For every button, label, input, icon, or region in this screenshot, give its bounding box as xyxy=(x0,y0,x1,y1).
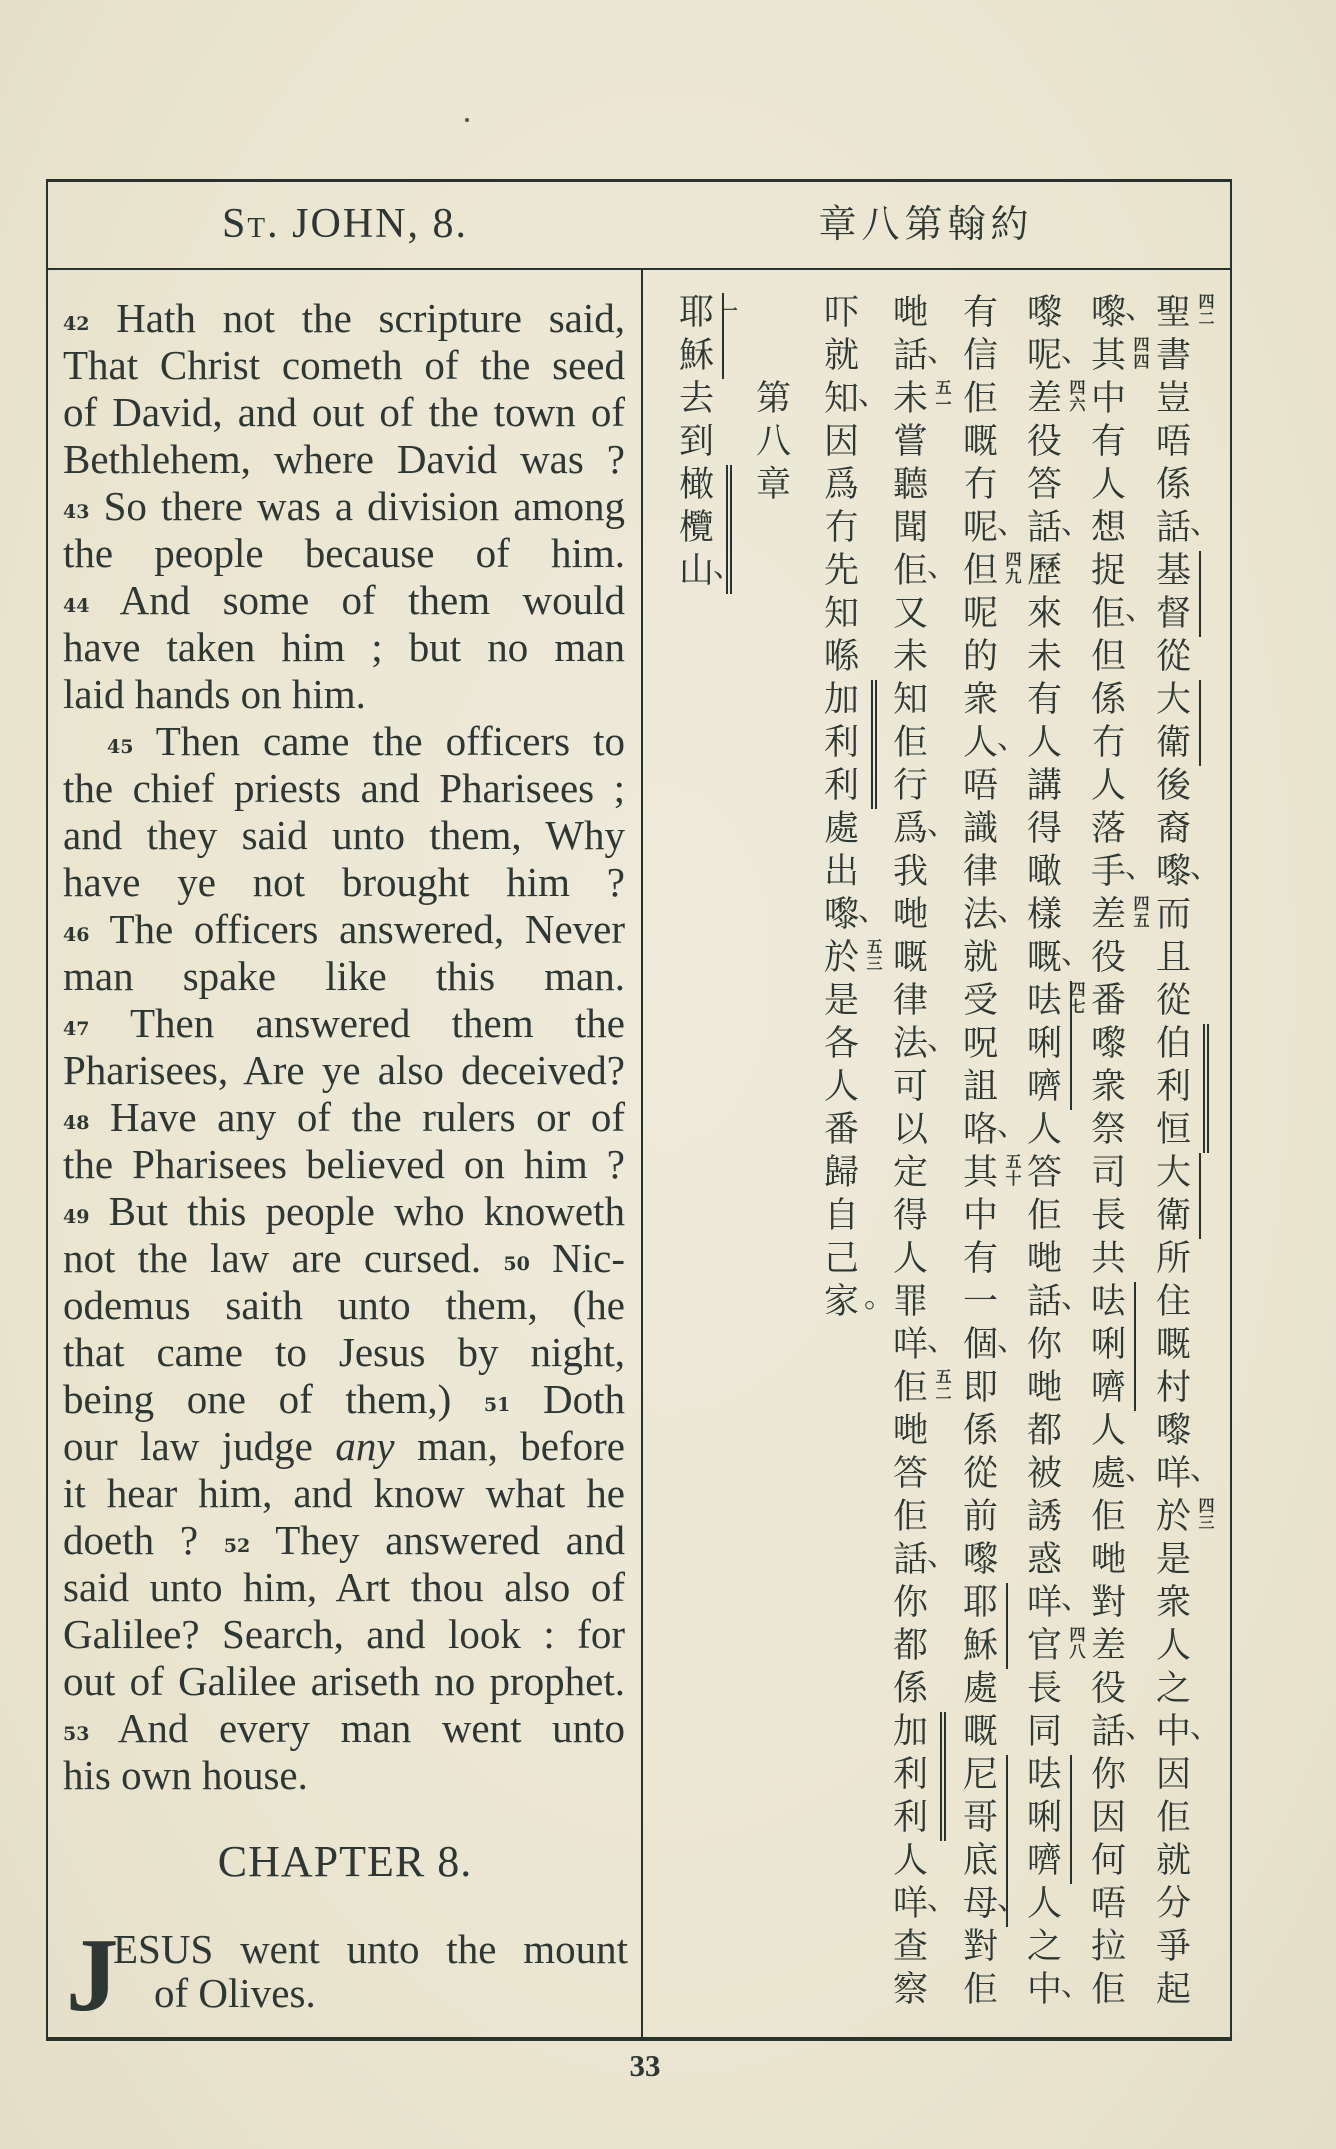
line-text: Bethlehem, where David was ? xyxy=(63,436,625,482)
verse-number: 42 xyxy=(63,313,90,336)
chinese-text-run: 因爲冇先知喺 xyxy=(818,421,859,680)
verse-number: 四八 xyxy=(1067,1626,1086,1660)
line-text: But this people who knoweth xyxy=(108,1188,625,1234)
chinese-text-run: 所住嘅村嚟咩 xyxy=(1150,1238,1191,1497)
line-text: and they said unto them, Why xyxy=(63,812,625,858)
chinese-text-run: 人咩 xyxy=(887,1840,928,1927)
text-line xyxy=(63,1658,625,1705)
comma-mark: 、 xyxy=(997,893,1027,928)
line-text: that came to Jesus by night, xyxy=(63,1329,625,1375)
text-line xyxy=(63,671,625,718)
chinese-text-run: 嚟呢 xyxy=(1021,292,1062,379)
comma-mark: 、 xyxy=(997,1323,1027,1358)
proper-name: 加利利 xyxy=(821,680,877,809)
chinese-text-run: 處出嚟 xyxy=(818,808,859,938)
line-text: doeth ? xyxy=(63,1517,199,1563)
proper-name: 耶穌 xyxy=(676,293,724,379)
chinese-text-run: 後裔嚟 xyxy=(1150,765,1191,895)
chinese-text-run: 對佢 xyxy=(957,1926,998,2013)
line-text: his own house. xyxy=(63,1752,308,1798)
verse-number: 45 xyxy=(107,736,134,759)
text-line xyxy=(63,389,625,436)
comma-mark: 、 xyxy=(997,1108,1027,1143)
text-line xyxy=(63,624,625,671)
verse-number: 四六 xyxy=(1067,379,1086,413)
chinese-text-run: 其中有人想捉佢 xyxy=(1085,335,1126,637)
ink-speck xyxy=(465,118,469,122)
chinese-text-run: 官長同 xyxy=(1021,1625,1062,1755)
chinese-text-run: 因佢就分爭起 xyxy=(1150,1754,1191,2013)
line-text: Pharisees, Are ye also deceived? xyxy=(63,1047,625,1093)
column-divider xyxy=(641,269,643,2039)
verse-number: 五十 xyxy=(1003,1153,1022,1187)
comma-mark: 、 xyxy=(997,1882,1027,1917)
comma-mark: 、 xyxy=(1061,506,1091,541)
comma-mark: 、 xyxy=(927,1882,957,1917)
chinese-text-run: 有信佢嘅冇呢 xyxy=(957,292,998,551)
chinese-text-run: 未嘗聽聞佢 xyxy=(887,378,928,594)
chinese-text-run: 聖書豈唔係話 xyxy=(1150,292,1191,551)
page-number: 33 xyxy=(629,2048,661,2083)
chinese-text-run: 吓就知 xyxy=(818,292,859,422)
text-line xyxy=(63,1517,625,1564)
line-text: That Christ cometh of the seed xyxy=(63,342,625,388)
verse-number: 四九 xyxy=(1003,551,1022,585)
chinese-text-run: 人處 xyxy=(1085,1410,1126,1497)
line-text: odemus saith unto them, (he xyxy=(63,1282,625,1328)
chinese-text-run: 但係冇人落手 xyxy=(1085,636,1126,895)
chinese-text-run: 人之中 xyxy=(1021,1883,1062,2013)
line-text: And every man went unto xyxy=(117,1705,625,1751)
text-line xyxy=(63,577,625,624)
line-text: said unto him, Art thou also of xyxy=(63,1564,625,1610)
italic-text: any xyxy=(335,1423,395,1469)
comma-mark: 、 xyxy=(1061,334,1091,369)
comma-mark: 、 xyxy=(927,807,957,842)
chinese-text-run: 去到 xyxy=(673,378,714,465)
chinese-text-run: 於是衆人之中 xyxy=(1150,1496,1191,1755)
chinese-text-run: 查察 xyxy=(887,1926,928,2013)
chinese-text-run: 而且從 xyxy=(1150,894,1191,1024)
verse-number: 四四 xyxy=(1131,336,1150,370)
chinese-text-run: 又未知佢行爲 xyxy=(887,593,928,852)
line-text: The officers answered, Never xyxy=(109,906,625,952)
comma-mark: 、 xyxy=(997,721,1027,756)
line-text: Then came the officers to xyxy=(155,718,625,764)
line-text: Hath not the scripture said, xyxy=(116,295,625,341)
verse-number: 48 xyxy=(63,1112,90,1135)
chinese-text-run: 即係從前嚟 xyxy=(957,1367,998,1583)
text-line xyxy=(63,1564,625,1611)
text-line xyxy=(63,1000,625,1047)
text-line xyxy=(63,342,625,389)
line-text: man, before xyxy=(417,1423,625,1469)
verse-number: 四二 xyxy=(1196,293,1215,327)
line-text: Then answered them the xyxy=(130,1000,625,1046)
proper-name: 呿唎嚌 xyxy=(1088,1282,1136,1411)
proper-name: 尼哥底母 xyxy=(960,1755,1008,1927)
chinese-text-run: 歷來未有人講得噉樣嘅 xyxy=(1021,550,1062,981)
verse-number: 49 xyxy=(63,1206,90,1229)
comma-mark: 、 xyxy=(1190,1452,1220,1487)
english-running-head: St. JOHN, 8. xyxy=(222,201,468,247)
drop-cap: J xyxy=(66,1916,119,2033)
line-text: not the law are cursed. xyxy=(63,1235,482,1281)
proper-name: 呿唎嚌 xyxy=(1024,981,1072,1110)
text-line xyxy=(63,1141,625,1188)
text-line xyxy=(63,1094,625,1141)
verse-number: 四三 xyxy=(1196,1497,1215,1531)
english-text-column xyxy=(63,295,625,1799)
comma-mark: 、 xyxy=(1125,592,1155,627)
text-line xyxy=(63,1282,625,1329)
comma-mark: 、 xyxy=(997,506,1027,541)
text-line xyxy=(63,1047,625,1094)
chinese-text-run: 你因何唔拉佢 xyxy=(1085,1754,1126,2013)
text-line xyxy=(63,1611,625,1658)
text-line xyxy=(63,1752,625,1799)
chinese-text-run: 處嘅 xyxy=(957,1668,998,1755)
full-stop-mark: 。 xyxy=(864,1280,894,1315)
text-line xyxy=(63,1705,625,1752)
proper-name: 呿唎嚌 xyxy=(1024,1755,1072,1884)
verse-number: 五三 xyxy=(864,938,883,972)
text-line xyxy=(63,530,625,577)
verse-number: 52 xyxy=(223,1535,251,1558)
line-text: And some of them would xyxy=(119,577,625,623)
comma-mark: 、 xyxy=(1125,1710,1155,1745)
text-line xyxy=(63,1329,625,1376)
chinese-text-run: 可以定得人罪咩 xyxy=(887,1066,928,1368)
proper-name: 橄欖山 xyxy=(676,465,732,594)
text-line xyxy=(63,1188,625,1235)
chinese-text-run: 第八章 xyxy=(750,378,791,508)
verse-number: 五一 xyxy=(933,379,952,413)
text-line xyxy=(63,812,625,859)
text-line xyxy=(63,765,625,812)
line-text: Galilee? Search, and look : for xyxy=(63,1611,625,1657)
verse-number: 四七 xyxy=(1067,981,1086,1015)
verse-number: 43 xyxy=(63,501,90,524)
chinese-text-run: 你哋都被誘惑咩 xyxy=(1021,1324,1062,1626)
verse-number: 44 xyxy=(63,595,90,618)
chinese-text-run: 人答佢哋話 xyxy=(1021,1109,1062,1325)
comma-mark: 、 xyxy=(1125,850,1155,885)
chinese-text-run: 你都係 xyxy=(887,1582,928,1712)
line-text: have ye not brought him ? xyxy=(63,859,625,905)
chinese-text-run: 就受呪詛咯 xyxy=(957,937,998,1153)
proper-name: 伯利恒 xyxy=(1153,1024,1209,1153)
chapter-heading: CHAPTER 8. xyxy=(217,1837,473,1886)
chinese-text-run: 其中有一個 xyxy=(957,1152,998,1368)
text-line xyxy=(63,953,625,1000)
comma-mark: 、 xyxy=(1061,1581,1091,1616)
comma-mark: 、 xyxy=(927,1022,957,1057)
header-rule xyxy=(46,268,1232,270)
line-text: Nic- xyxy=(552,1235,625,1281)
text-line xyxy=(63,1376,625,1423)
verse-number: 一 xyxy=(719,301,738,319)
chinese-text-run: 嚟 xyxy=(1085,292,1126,336)
verse-number: 50 xyxy=(503,1253,530,1276)
verse-number: 46 xyxy=(63,924,90,947)
chinese-text-run: 從 xyxy=(1150,636,1191,680)
proper-name: 基督 xyxy=(1153,551,1201,637)
verse-number: 五二 xyxy=(933,1368,952,1402)
line-text: Have any of the rulers or of xyxy=(110,1094,625,1140)
chinese-text-run: 我哋嘅律法 xyxy=(887,851,928,1067)
comma-mark: 、 xyxy=(1190,506,1220,541)
comma-mark: 、 xyxy=(1125,1452,1155,1487)
line-text: man spake like this man. xyxy=(63,953,625,999)
text-line xyxy=(63,859,625,906)
comma-mark: 、 xyxy=(858,377,888,412)
comma-mark: 、 xyxy=(927,334,957,369)
line-text: of David, and out of the town of xyxy=(63,389,625,435)
comma-mark: 、 xyxy=(927,1538,957,1573)
chinese-text-run: 差役番嚟衆祭司長共 xyxy=(1085,894,1126,1282)
comma-mark: 、 xyxy=(1061,1968,1091,2003)
text-line xyxy=(63,483,625,530)
chinese-text-run: 差役答話 xyxy=(1021,378,1062,551)
chapter-opening-line: of Olives. xyxy=(154,1970,316,2016)
line-text: the people because of him. xyxy=(63,530,625,576)
chinese-text-run: 唔識律法 xyxy=(957,765,998,938)
text-line xyxy=(63,906,625,953)
line-text: the Pharisees believed on him ? xyxy=(63,1141,625,1187)
comma-mark: 、 xyxy=(858,893,888,928)
proper-name: 大衛 xyxy=(1153,1153,1201,1239)
text-line xyxy=(63,1470,625,1517)
text-line xyxy=(63,1235,625,1282)
comma-mark: 、 xyxy=(1190,1710,1220,1745)
line-text: being one of them,) xyxy=(63,1376,452,1422)
line-text: it hear him, and know what he xyxy=(63,1470,625,1516)
text-line xyxy=(63,1423,625,1470)
line-text: They answered and xyxy=(275,1517,625,1563)
comma-mark: 、 xyxy=(927,1323,957,1358)
chinese-text-run: 但呢的衆人 xyxy=(957,550,998,766)
comma-mark: 、 xyxy=(713,549,743,584)
verse-number: 51 xyxy=(483,1394,511,1417)
chapter-opening-line: ESUS went unto the mount xyxy=(113,1926,628,1972)
text-line xyxy=(63,436,625,483)
proper-name: 大衛 xyxy=(1153,680,1201,766)
line-text: the chief priests and Pharisees ; xyxy=(63,765,625,811)
comma-mark: 、 xyxy=(1061,936,1091,971)
comma-mark: 、 xyxy=(1190,850,1220,885)
line-text: out of Galilee ariseth no prophet. xyxy=(63,1658,625,1704)
proper-name: 加利利 xyxy=(890,1712,946,1841)
line-text: Doth xyxy=(543,1376,625,1422)
chinese-text-run: 於是各人番歸自己家 xyxy=(818,937,859,1325)
verse-number: 53 xyxy=(63,1723,90,1746)
line-text: have taken him ; but no man xyxy=(63,624,625,670)
line-text: laid hands on him. xyxy=(63,671,366,717)
text-line xyxy=(63,718,625,765)
comma-mark: 、 xyxy=(1061,1280,1091,1315)
comma-mark: 、 xyxy=(927,549,957,584)
line-text: So there was a division among xyxy=(103,483,625,529)
text-line xyxy=(63,295,625,342)
proper-name: 耶穌 xyxy=(960,1583,1008,1669)
comma-mark: 、 xyxy=(1125,291,1155,326)
verse-number: 四五 xyxy=(1131,895,1150,929)
chinese-text-run: 哋話 xyxy=(887,292,928,379)
verse-number: 47 xyxy=(63,1018,90,1041)
chinese-text-run: 佢哋答佢話 xyxy=(887,1367,928,1583)
chinese-text-run: 佢哋對差役話 xyxy=(1085,1496,1126,1755)
line-text: our law judge xyxy=(63,1423,313,1469)
chinese-running-head: 章八第翰約 xyxy=(818,202,1034,246)
